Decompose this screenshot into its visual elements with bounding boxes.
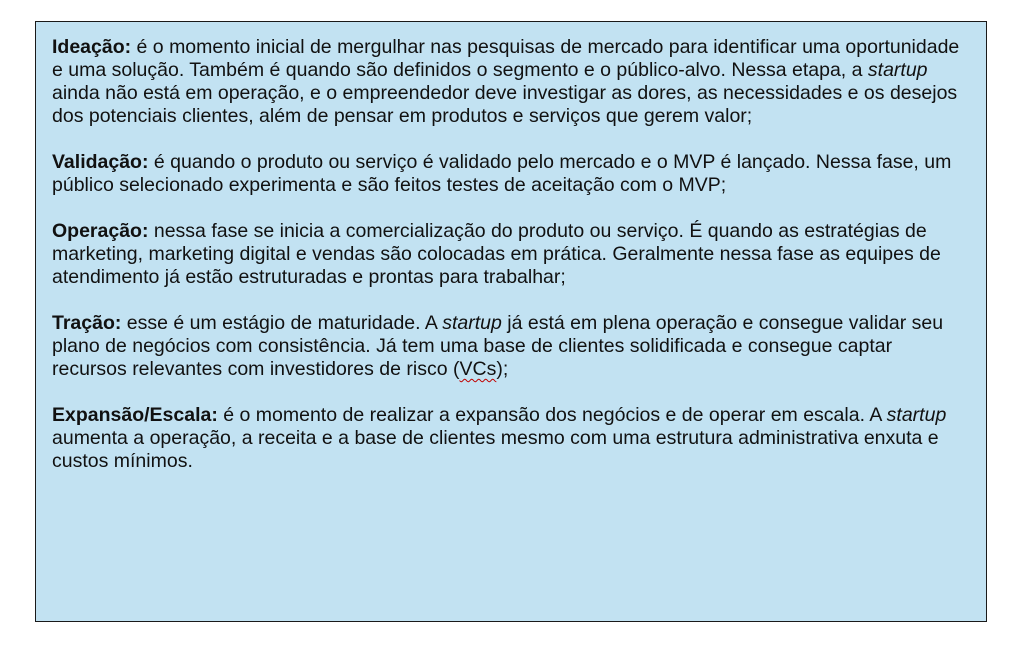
validacao-text-1: é quando o produto ou serviço é validado pelo mercado e o MVP é lançado. Nessa fase, um público selecionado experimenta e são feitos testes de aceitação com o MVP; (52, 151, 952, 196)
paragraph-expansao (52, 404, 968, 473)
ideacao-text-1: é o momento inicial de mergulhar nas pesquisas de mercado para identificar uma oportunidade e uma solução. Também é quando são definidos o segmento e o público-alvo. Nessa etapa, a (52, 36, 960, 81)
tracao-text-1: esse é um estágio de maturidade. A (121, 312, 443, 334)
paragraph-ideacao (52, 36, 968, 128)
spellcheck-flagged-word[interactable]: VCs (459, 358, 497, 380)
term-ideacao: Ideação: (52, 36, 132, 58)
term-tracao: Tração: (52, 312, 122, 334)
paragraph-tracao (52, 312, 968, 381)
paragraph-operacao (52, 220, 968, 289)
tracao-startup-italic: startup (442, 312, 502, 334)
term-validacao: Validação: (52, 151, 149, 173)
paragraph-validacao (52, 151, 968, 197)
tracao-text-2: já está em plena operação e consegue validar seu plano de negócios com consistência. Já tem uma base de clientes solidificada e consegue captar recursos relevantes com investidores de risco ( (52, 312, 944, 380)
tracao-text-3: ); (496, 358, 509, 380)
expansao-text-1: é o momento de realizar a expansão dos negócios e de operar em escala. A (217, 404, 887, 426)
expansao-text-2: aumenta a operação, a receita e a base de clientes mesmo com uma estrutura administrativa enxuta e custos mínimos. (52, 427, 939, 472)
ideacao-text-2: ainda não está em operação, e o empreendedor deve investigar as dores, as necessidades e os desejos dos potenciais clientes, além de pensar em produtos e serviços que gerem valor; (52, 82, 958, 127)
text-box (35, 21, 987, 622)
ideacao-startup-italic: startup (867, 59, 928, 81)
operacao-text-1: nessa fase se inicia a comercialização do produto ou serviço. É quando as estratégias de marketing, marketing digital e vendas são colocadas em prática. Geralmente nessa fase as equipes de atendimento já estão estruturadas e prontas para trabalhar; (52, 220, 941, 288)
term-expansao: Expansão/Escala: (52, 404, 218, 426)
term-operacao: Operação: (52, 220, 149, 242)
expansao-startup-italic: startup (886, 404, 947, 426)
